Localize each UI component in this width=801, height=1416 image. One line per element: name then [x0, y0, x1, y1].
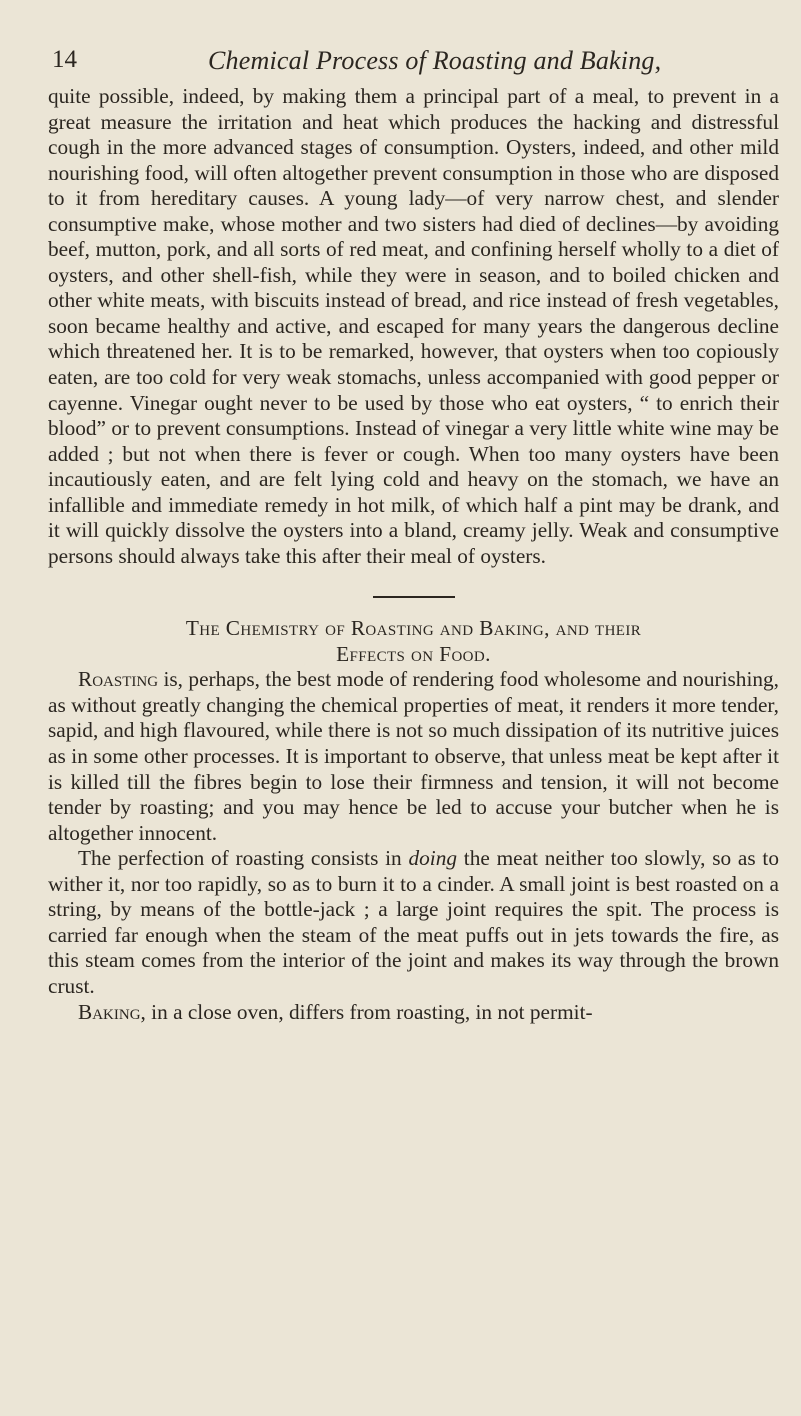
section-heading-line-2: Effects on Food.: [336, 641, 491, 666]
paragraph-perfection: [48, 846, 779, 999]
italic-doing: doing: [408, 846, 458, 871]
section-divider: [373, 596, 455, 598]
section-heading-line-1: The Chemistry of Roasting and Baking, and their: [185, 616, 642, 641]
running-title: Chemical Process of Roasting and Baking,: [208, 46, 662, 75]
paragraph-oysters: quite possible, indeed, by making them a principal part of a meal, to prevent in a great measure the irritation and heat which produces the hacking and distressful cough in the more advanced stages of consumption. Oysters, indeed, and other mild nourishing food, will often altogether prevent consumption in those who are disposed to it from hereditary causes. A young lady—of very narrow chest, and slender consumptive make, whose mother and two sisters had died of declines—by avoiding beef, mutton, pork, and all sorts of red meat, and confining herself wholly to a diet of oysters, and other shell-fish, while they were in season, and to boiled chicken and other white meats, with biscuits instead of bread, and rice instead of fresh vegetables, soon became healthy and active, and escaped for many years the dangerous decline which threatened her. It is to be remarked, however, that oysters when too copiously eaten, are too cold for very weak stomachs, unless accompanied with good pepper or cayenne. Vinegar ought never to be used by those who eat oysters, “ to enrich their blood” or to prevent consumptions. Instead of vinegar a very little white wine may be added ; but not when there is fever or cough. When too many oysters have been incautiously eaten, and are felt lying cold and heavy on the stomach, we have an infallible and immediate remedy in hot milk, of which half a pint may be drank, and it will quickly dissolve the oysters into a bland, creamy jelly. Weak and consumptive persons should always take this after their meal of oysters.: [48, 84, 779, 568]
lead-word-roasting: Roasting: [78, 667, 159, 692]
paragraph-baking-text: , in a close oven, differs from roasting, in not permit-: [140, 999, 593, 1024]
page-number: 14: [52, 46, 77, 73]
body-text: [48, 84, 779, 1025]
running-head: [48, 46, 779, 76]
section-heading: [48, 616, 779, 667]
paragraph-baking: [48, 1000, 779, 1026]
paragraph-perfection-end: the meat neither too slowly, so as to wither it, nor too rapidly, so as to burn it to a cinder. A small joint is best roasted on a string, by means of the bottle-jack ; a large joint requires the spit. The process is carried far enough when the steam of the meat puffs out in jets towards the fire, as this steam comes from the interior of the joint and makes its way through the brown crust.: [48, 846, 779, 998]
paragraph-perfection-start: The perfection of roasting consists in: [78, 846, 409, 871]
paragraph-roasting-text: is, perhaps, the best mode of rendering food wholesome and nourishing, as without greatly changing the chemical properties of meat, it renders it more tender, sapid, and high flavoured, while there is not so much dissipation of its nutritive juices as in some other processes. It is important to observe, that unless meat be kept after it is killed till the fibres begin to lose their firmness and tension, it will not become tender by roasting; and you may hence be led to accuse your butcher when he is altogether innocent.: [48, 667, 779, 845]
paragraph-roasting: [48, 667, 779, 846]
lead-word-baking: Baking: [78, 999, 141, 1024]
